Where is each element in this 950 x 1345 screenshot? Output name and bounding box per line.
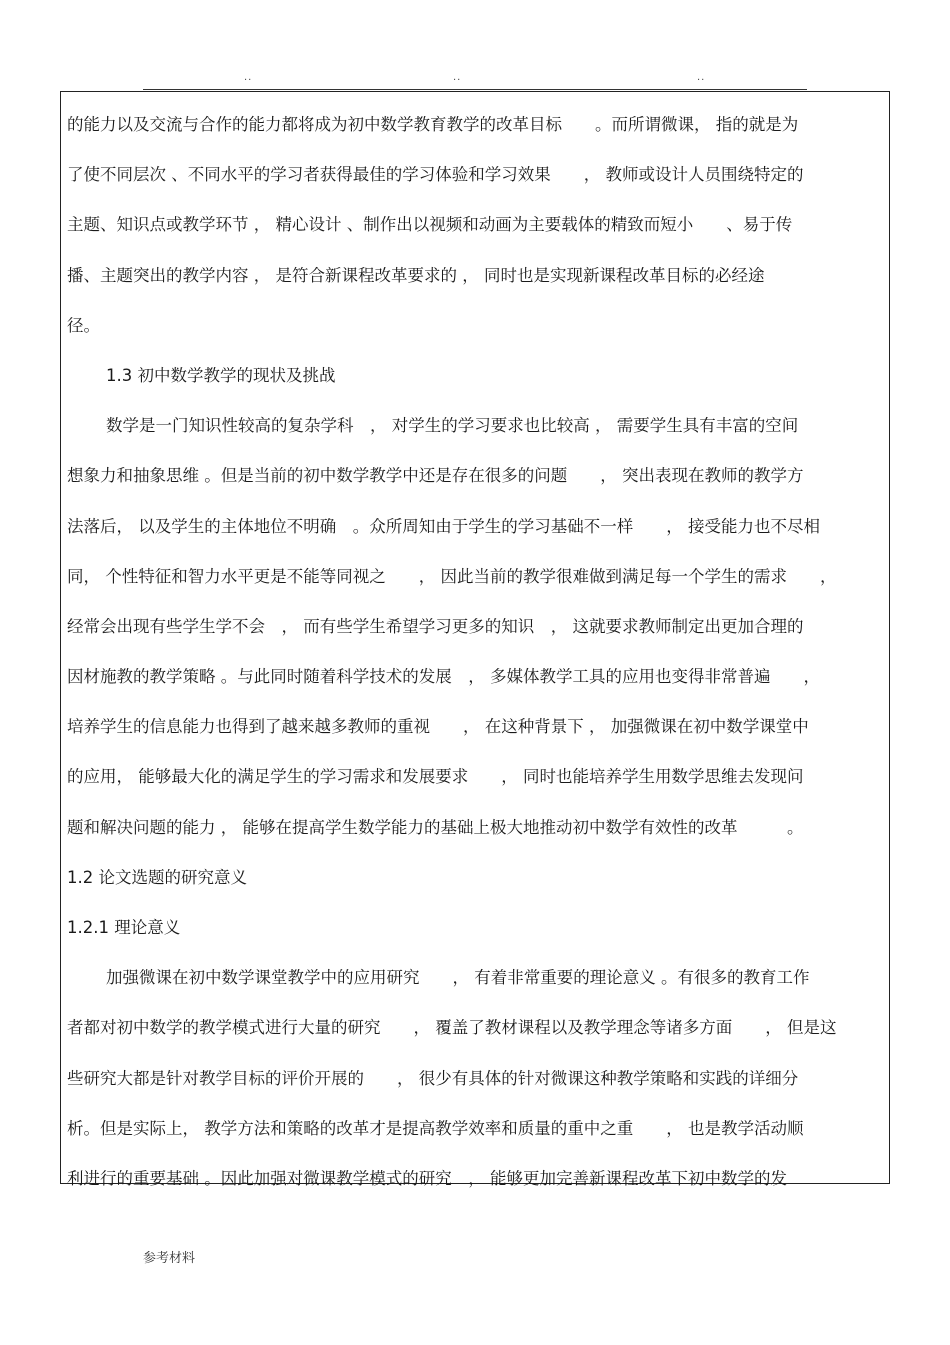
section-heading-1-2: 1.2 论文选题的研究意义 <box>67 867 247 887</box>
header-dot-center: .. <box>453 72 462 83</box>
text-line: 利进行的重要基础 。因此加强对微课教学模式的研究 ， 能够更加完善新课程改革下初中数学的发 <box>67 1168 787 1188</box>
body-text <box>67 100 877 1204</box>
header-dot-right: .. <box>697 72 706 83</box>
text-line: 加强微课在初中数学课堂教学中的应用研究 ， 有着非常重要的理论意义 。有很多的教育工作 <box>106 968 810 988</box>
text-line: 题和解决问题的能力 ， 能够在提高学生数学能力的基础上极大地推动初中数学有效性的改革 。 <box>67 817 804 837</box>
text-line: 的能力以及交流与合作的能力都将成为初中数学教育教学的改革目标 。而所谓微课， 指的就是为 <box>67 115 799 134</box>
text-line: 经常会出现有些学生学不会 ， 而有些学生希望学习更多的知识 ， 这就要求教师制定出更加合理的 <box>67 616 804 636</box>
text-line: 些研究大都是针对教学目标的评价开展的 ， 很少有具体的针对微课这种教学策略和实践的详细分 <box>67 1068 799 1088</box>
subsection-heading-1-2-1: 1.2.1 理论意义 <box>67 918 181 937</box>
text-line: 播、主题突出的教学内容 ， 是符合新课程改革要求的 ， 同时也是实现新课程改革目标的必经途 <box>67 265 765 285</box>
text-line: 想象力和抽象思维 。但是当前的初中数学教学中还是存在很多的问题 ， 突出表现在教师的教学方 <box>67 466 804 486</box>
section-heading-1-3: 1.3 初中数学教学的现状及挑战 <box>106 365 336 385</box>
text-line: 数学是一门知识性较高的复杂学科 ， 对学生的学习要求也比较高 ， 需要学生具有丰富的空间 <box>106 416 799 436</box>
text-line: 同， 个性特征和智力水平更是不能等同视之 ， 因此当前的教学很难做到满足每一个学生的需求 ， <box>67 566 837 586</box>
text-line: 主题、知识点或教学环节 ， 精心设计 、制作出以视频和动画为主要载体的精致而短小 、易于传 <box>67 215 793 235</box>
header-dot-left: .. <box>244 72 253 83</box>
text-line: 培养学生的信息能力也得到了越来越多教师的重视 ， 在这种背景下 ， 加强微课在初中数学课堂中 <box>67 717 809 737</box>
text-line: 法落后， 以及学生的主体地位不明确 。众所周知由于学生的学习基础不一样 ， 接受能力也不尽相 <box>67 516 820 536</box>
text-line: 了使不同层次 、不同水平的学习者获得最佳的学习体验和学习效果 ， 教师或设计人员围绕特定的 <box>67 165 804 185</box>
text-line: 因材施教的教学策略 。与此同时随着科学技术的发展 ， 多媒体教学工具的应用也变得非常普遍 ， <box>67 667 820 687</box>
header-rule <box>143 89 807 90</box>
text-line: 径。 <box>67 315 100 335</box>
text-line: 的应用， 能够最大化的满足学生的学习需求和发展要求 ， 同时也能培养学生用数学思维去发现问 <box>67 767 804 787</box>
text-line: 者都对初中数学的教学模式进行大量的研究 ， 覆盖了教材课程以及教学理念等诸多方面 ， 但是这 <box>67 1018 837 1038</box>
page-footer: 参考材料 <box>143 1251 196 1266</box>
text-line: 析。但是实际上， 教学方法和策略的改革才是提高教学效率和质量的重中之重 ， 也是教学活动顺 <box>67 1118 804 1138</box>
